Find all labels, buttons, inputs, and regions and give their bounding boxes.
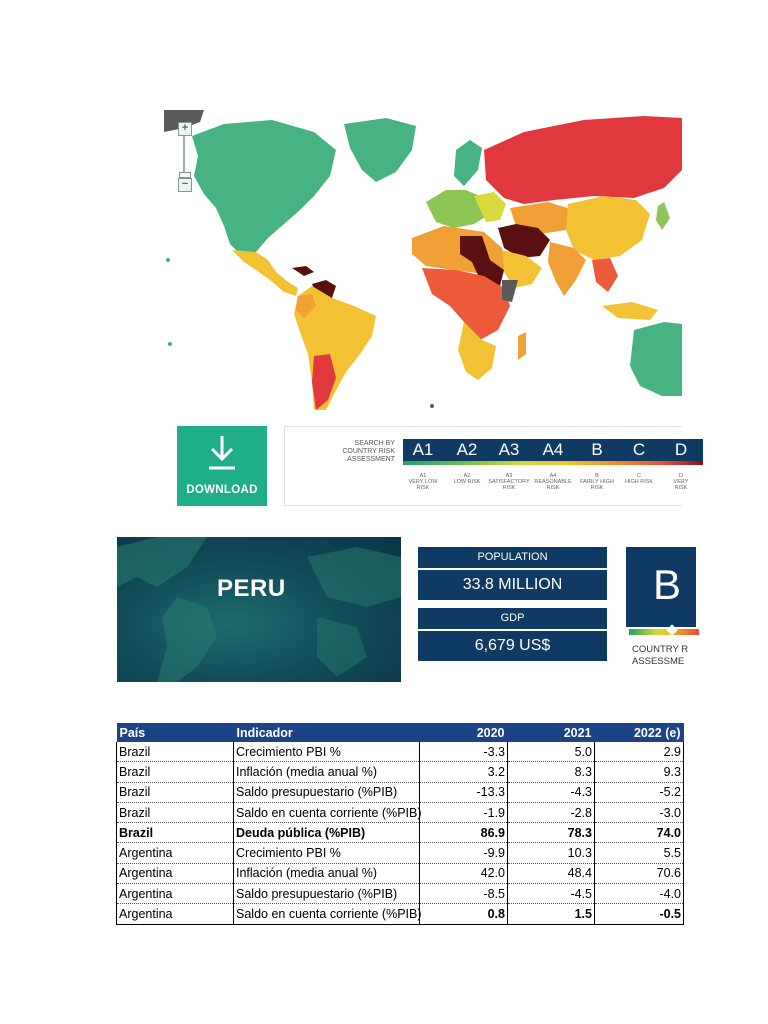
globe-background (117, 537, 401, 682)
grade-a2-button[interactable]: A2 (456, 440, 478, 459)
map-region-se-asia[interactable] (592, 258, 618, 292)
map-region-australia[interactable] (630, 322, 682, 396)
zoom-out-button[interactable]: − (178, 178, 192, 192)
map-region-indonesia[interactable] (602, 302, 658, 320)
world-risk-map[interactable] (164, 110, 682, 410)
table-row (117, 884, 684, 904)
cell-indicator: Deuda pública (%PIB) (234, 823, 420, 843)
risk-legend (284, 426, 689, 506)
cell-country: Argentina (117, 863, 234, 883)
country-risk-assessment-card (626, 547, 689, 672)
grade-b-caption: B FAIRLY HIGH RISK (580, 473, 614, 491)
map-region-russia[interactable] (484, 116, 682, 204)
grade-bar (403, 439, 703, 461)
cell-country: Argentina (117, 843, 234, 863)
cell-2020: 0.8 (420, 904, 508, 924)
table-row (117, 742, 684, 762)
cell-country: Argentina (117, 904, 234, 924)
grade-d-button[interactable]: D (674, 440, 688, 459)
cell-2020: -9.9 (420, 843, 508, 863)
map-region-japan[interactable] (656, 202, 670, 230)
grade-a4-caption: A4 REASONABLE RISK (534, 473, 572, 491)
assessment-caption: COUNTRY R ASSESSME (632, 644, 689, 667)
cell-country: Brazil (117, 823, 234, 843)
cell-2020: 42.0 (420, 863, 508, 883)
grade-a3-button[interactable]: A3 (498, 440, 520, 459)
grade-c-button[interactable]: C (632, 440, 646, 459)
population-value: 33.8 MILLION (418, 570, 607, 600)
cell-2020: -13.3 (420, 782, 508, 802)
map-region-china[interactable] (566, 196, 650, 260)
cell-2020: -8.5 (420, 884, 508, 904)
cell-indicator: Crecimiento PBI % (234, 843, 420, 863)
assessment-color-strip (629, 629, 699, 635)
cell-2021: 10.3 (508, 843, 595, 863)
cell-2021: 1.5 (508, 904, 595, 924)
table-row (117, 762, 684, 782)
cell-indicator: Inflación (media anual %) (234, 863, 420, 883)
cell-2020: 86.9 (420, 823, 508, 843)
cell-country: Brazil (117, 782, 234, 802)
grade-a4-button[interactable]: A4 (542, 440, 564, 459)
legend-caption: SEARCH BY COUNTRY RISK ASSESSMENT (342, 440, 395, 463)
header-country: País (117, 723, 234, 742)
table-row (117, 904, 684, 924)
map-region-island[interactable] (168, 342, 172, 346)
grade-a1-button[interactable]: A1 (412, 440, 434, 459)
cell-2022: 2.9 (595, 742, 684, 762)
map-region-north-america[interactable] (192, 120, 336, 256)
cell-2020: -1.9 (420, 802, 508, 822)
header-2022: 2022 (e) (595, 723, 684, 742)
header-2021: 2021 (508, 723, 595, 742)
map-region-caribbean[interactable] (292, 266, 314, 276)
cell-2021: -4.3 (508, 782, 595, 802)
cell-indicator: Inflación (media anual %) (234, 762, 420, 782)
grade-a2-caption: A2 LOW RISK (453, 473, 481, 485)
cell-country: Brazil (117, 762, 234, 782)
assessment-grade: B (653, 561, 682, 608)
assessment-grade-box (626, 547, 696, 627)
cell-country: Argentina (117, 884, 234, 904)
table-row (117, 843, 684, 863)
download-icon (205, 432, 239, 472)
grade-a3-caption: A3 SATISFACTORY RISK (488, 473, 530, 491)
cell-2021: 5.0 (508, 742, 595, 762)
grade-c-caption: C HIGH RISK (624, 473, 654, 485)
table-row (117, 782, 684, 802)
grade-a1-caption: A1 VERY LOW RISK (408, 473, 438, 491)
country-name: PERU (217, 575, 286, 602)
download-button[interactable] (177, 426, 267, 506)
cell-indicator: Saldo en cuenta corriente (%PIB) (234, 904, 420, 924)
cell-2021: 48.4 (508, 863, 595, 883)
header-2020: 2020 (420, 723, 508, 742)
cell-2021: 78.3 (508, 823, 595, 843)
cell-2022: 9.3 (595, 762, 684, 782)
cell-2022: -5.2 (595, 782, 684, 802)
map-region-madagascar[interactable] (518, 332, 526, 360)
zoom-in-button[interactable]: + (178, 122, 192, 136)
cell-2020: -3.3 (420, 742, 508, 762)
cell-2022: 74.0 (595, 823, 684, 843)
population-label: POPULATION (418, 547, 607, 568)
cell-country: Brazil (117, 802, 234, 822)
cell-2022: -0.5 (595, 904, 684, 924)
map-region-somalia[interactable] (502, 280, 518, 302)
map-region-island[interactable] (430, 404, 434, 408)
table-header-row (117, 723, 684, 742)
cell-indicator: Saldo en cuenta corriente (%PIB) (234, 802, 420, 822)
cell-2022: 70.6 (595, 863, 684, 883)
download-label: DOWNLOAD (186, 484, 258, 496)
table-row (117, 802, 684, 822)
map-region-greenland[interactable] (344, 118, 416, 182)
cell-2020: 3.2 (420, 762, 508, 782)
country-banner (117, 537, 401, 682)
grade-d-caption: D VERY RISK (673, 473, 689, 491)
cell-2022: 5.5 (595, 843, 684, 863)
cell-2022: -4.0 (595, 884, 684, 904)
cell-2022: -3.0 (595, 802, 684, 822)
gdp-label: GDP (418, 608, 607, 629)
map-region-mexico[interactable] (232, 250, 298, 296)
table-row (117, 863, 684, 883)
map-region-scandinavia[interactable] (454, 140, 482, 186)
cell-indicator: Saldo presupuestario (%PIB) (234, 782, 420, 802)
cell-indicator: Saldo presupuestario (%PIB) (234, 884, 420, 904)
cell-2021: -2.8 (508, 802, 595, 822)
table-row (117, 823, 684, 843)
map-region-island[interactable] (166, 258, 170, 262)
cell-indicator: Crecimiento PBI % (234, 742, 420, 762)
cell-2021: 8.3 (508, 762, 595, 782)
header-indicator: Indicador (234, 723, 420, 742)
cell-2021: -4.5 (508, 884, 595, 904)
cell-country: Brazil (117, 742, 234, 762)
gdp-value: 6,679 US$ (418, 631, 607, 661)
grade-b-button[interactable]: B (591, 440, 603, 459)
economic-indicators-table (116, 723, 684, 925)
world-map-svg (164, 110, 682, 410)
risk-color-strip (403, 461, 703, 465)
map-zoom-control (178, 122, 192, 192)
